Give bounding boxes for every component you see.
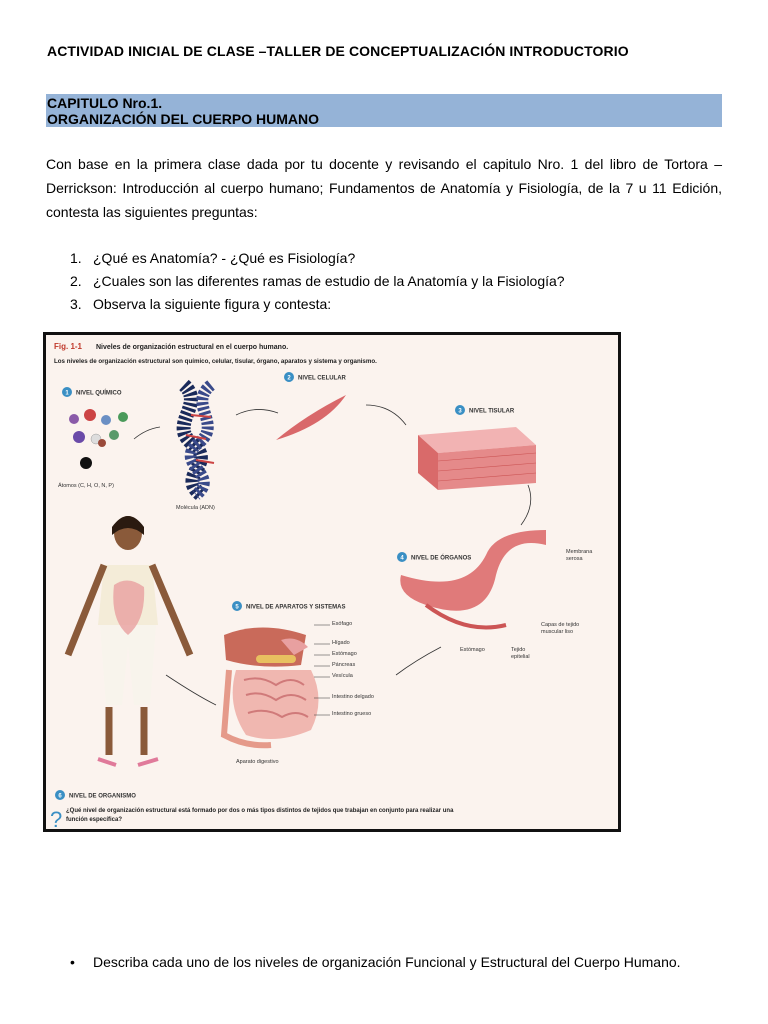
level-name: NIVEL CELULAR xyxy=(298,375,346,382)
muscle-cell xyxy=(276,395,346,440)
fig-label: Fig. 1-1 xyxy=(54,342,83,351)
figure-illustration xyxy=(46,335,618,829)
fig-subtitle: Los niveles de organización estructural son químico, celular, tisular, órgano, aparatos y sistema y organismo. xyxy=(54,358,377,365)
level-tissue xyxy=(418,405,536,525)
epithelial-label: Tejido xyxy=(511,647,526,653)
body-organization-figure xyxy=(43,332,621,832)
chapter-number: CAPITULO Nro.1. xyxy=(47,95,163,111)
organ-label: Hígado xyxy=(332,640,350,646)
level-name: NIVEL DE ORGANISMO xyxy=(69,793,136,800)
epithelial-label: epitelial xyxy=(511,654,530,660)
organ-label: Páncreas xyxy=(332,662,356,668)
level-number: 2 xyxy=(287,375,291,382)
level-chemical xyxy=(58,385,278,511)
level-name: NIVEL TISULAR xyxy=(469,408,515,415)
question-number: 2. xyxy=(70,273,82,289)
level-organism xyxy=(55,516,190,800)
organ-label: Vesícula xyxy=(332,673,353,679)
question-text: ¿Qué es Anatomía? - ¿Qué es Fisiología? xyxy=(93,250,356,266)
question-number: 3. xyxy=(70,296,82,312)
atoms-illustration xyxy=(69,409,128,469)
question-text: Observa la siguiente figura y contesta: xyxy=(93,296,332,312)
molecule-label: Molécula (ADN) xyxy=(176,505,215,511)
atoms-label: Átomos (C, H, O, N, P) xyxy=(58,483,114,489)
intro-paragraph: Con base en la primera clase dada por tu docente y revisando el capitulo Nro. 1 del libro de Tortora – Derrickson: Introducción al cuerpo humano; Fundamentos de Anatomía y Fisiología, de la 7 u 11 Edición, contesta las siguientes preguntas: xyxy=(46,156,722,220)
level-number: 6 xyxy=(58,793,62,800)
tissue-block xyxy=(418,427,536,490)
level-number: 5 xyxy=(235,604,239,611)
figure-question: ¿Qué nivel de organización estructural está formado por dos o más tipos distintos de tejidos que trabajan en conjunto para realizar una xyxy=(66,808,454,814)
chapter-title: ORGANIZACIÓN DEL CUERPO HUMANO xyxy=(47,111,319,127)
organ-label: Estómago xyxy=(332,651,357,657)
organ-label: Intestino grueso xyxy=(332,711,372,717)
membrane-label: serosa xyxy=(566,556,583,562)
level-cellular xyxy=(276,372,406,440)
question-number: 1. xyxy=(70,250,82,266)
muscle-layer-label: muscular liso xyxy=(541,629,574,635)
girl-illustration xyxy=(68,516,190,765)
page-title: ACTIVIDAD INICIAL DE CLASE –TALLER DE CONCEPTUALIZACIÓN INTRODUCTORIO xyxy=(47,43,629,59)
fig-title: Niveles de organización estructural en el cuerpo humano. xyxy=(96,344,289,351)
question-item xyxy=(70,273,565,289)
level-number: 4 xyxy=(400,555,404,562)
level-name: NIVEL QUÍMICO xyxy=(76,390,122,397)
bullet-icon: • xyxy=(70,954,75,970)
level-name: NIVEL DE ÓRGANOS xyxy=(411,555,472,562)
organ-label: Esófago xyxy=(332,621,353,627)
chapter-heading xyxy=(46,94,722,127)
question-item xyxy=(70,296,331,312)
level-organ xyxy=(396,530,593,675)
bullet-item xyxy=(70,954,681,970)
organ-label: Intestino delgado xyxy=(332,694,374,700)
level-number: 1 xyxy=(65,390,69,397)
level-system xyxy=(166,601,374,765)
system-label: Aparato digestivo xyxy=(236,759,279,765)
figure-question: función específica? xyxy=(66,817,123,823)
bullet-text: Describa cada uno de los niveles de organización Funcional y Estructural del Cuerpo Humano. xyxy=(93,954,681,970)
digestive-system-illustration xyxy=(224,628,319,746)
level-number: 3 xyxy=(458,408,462,415)
question-text: ¿Cuales son las diferentes ramas de estudio de la Anatomía y la Fisiología? xyxy=(93,273,565,289)
stomach-illustration xyxy=(400,530,546,611)
membrane-label: Membrana xyxy=(566,549,593,555)
level-name: NIVEL DE APARATOS Y SISTEMAS xyxy=(246,604,346,611)
stomach-label: Estómago xyxy=(460,647,485,653)
muscle-layer-label: Capas de tejido xyxy=(541,622,580,628)
question-mark-icon: ? xyxy=(50,807,63,829)
dna-molecule xyxy=(184,385,214,495)
question-item xyxy=(70,250,355,266)
